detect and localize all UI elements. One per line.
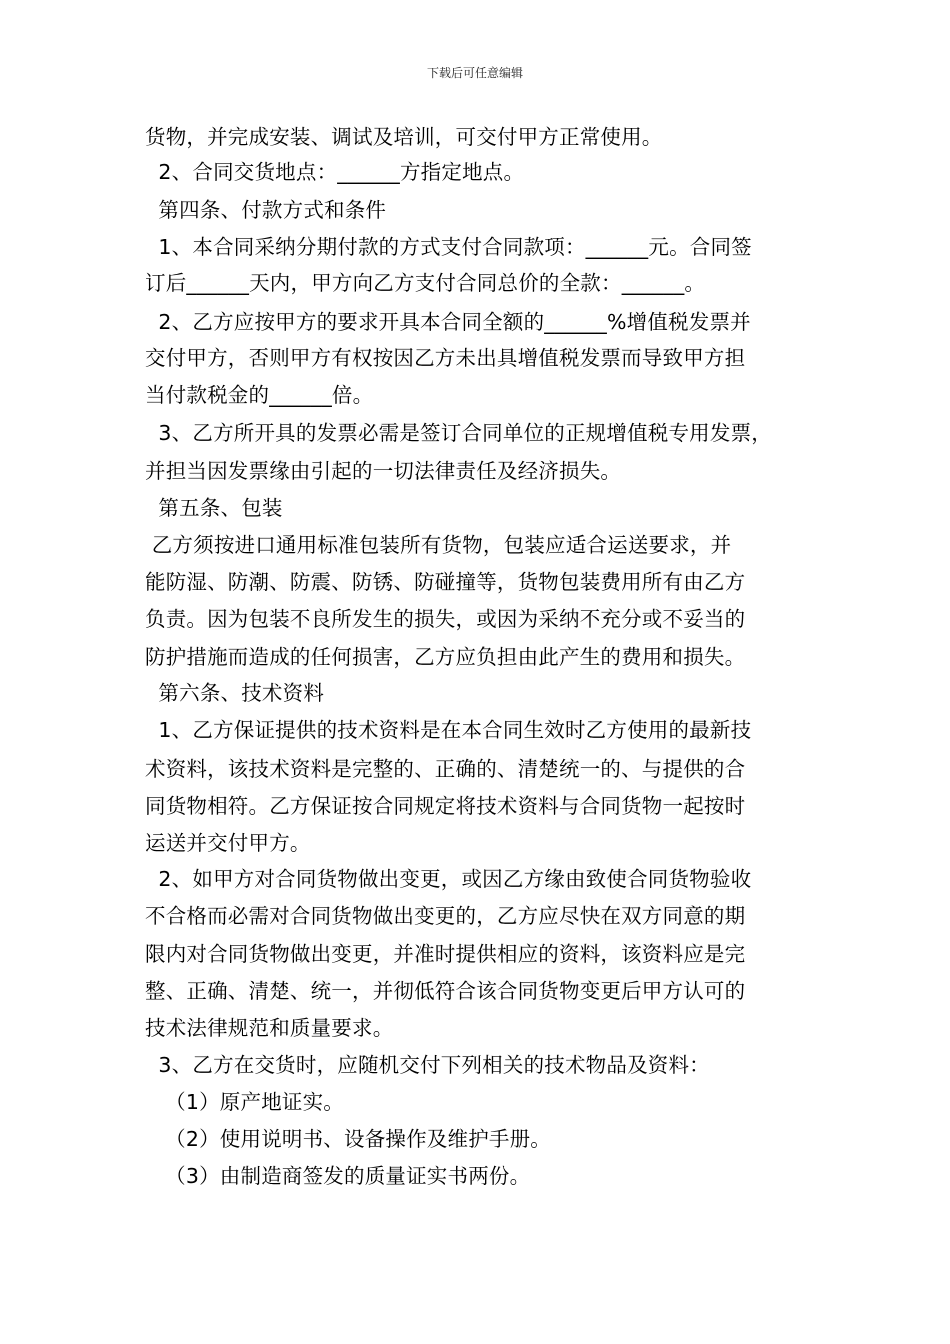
text-line: 第五条、包装: [145, 496, 283, 520]
text-line: 3、乙方在交货时，应随机交付下列相关的技术物品及资料：: [145, 1053, 710, 1077]
text-line: （2）使用说明书、设备操作及维护手册。: [145, 1127, 551, 1151]
text-line: 限内对合同货物做出变更，并准时提供相应的资料，该资料应是完: [145, 942, 746, 966]
text-line: 1、乙方保证提供的技术资料是在本合同生效时乙方使用的最新技: [145, 718, 752, 742]
text-line: 负责。因为包装不良所发生的损失，或因为采纳不充分或不妥当的: [145, 607, 746, 631]
text-line: 1、本合同采纳分期付款的方式支付合同款项：______元。合同签: [145, 235, 752, 259]
text-line: 3、乙方所开具的发票必需是签订合同单位的正规增值税专用发票，: [145, 421, 772, 445]
text-line: 能防湿、防潮、防震、防锈、防碰撞等，货物包装费用所有由乙方: [145, 570, 746, 594]
text-line: 交付甲方，否则甲方有权按因乙方未出具增值税发票而导致甲方担: [145, 346, 746, 370]
text-line: 第六条、技术资料: [145, 681, 325, 705]
text-line: 同货物相符。乙方保证按合同规定将技术资料与合同货物一起按时: [145, 794, 746, 818]
text-line: 货物，并完成安装、调试及培训，可交付甲方正常使用。: [145, 125, 663, 149]
text-line: 不合格而必需对合同货物做出变更的，乙方应尽快在双方同意的期: [145, 904, 746, 928]
text-line: 当付款税金的______倍。: [145, 383, 374, 407]
text-line: （3）由制造商签发的质量证实书两份。: [145, 1164, 531, 1188]
text-line: 技术法律规范和质量要求。: [145, 1016, 394, 1040]
text-line: （1）原产地证实。: [145, 1090, 344, 1114]
text-line: 术资料，该技术资料是完整的、正确的、清楚统一的、与提供的合: [145, 757, 746, 781]
text-line: 运送并交付甲方。: [145, 831, 311, 855]
text-line: 并担当因发票缘由引起的一切法律责任及经济损失。: [145, 459, 622, 483]
text-line: 整、正确、清楚、统一，并彻低符合该合同货物变更后甲方认可的: [145, 979, 746, 1003]
text-line: 防护措施而造成的任何损害，乙方应负担由此产生的费用和损失。: [145, 645, 746, 669]
text-line: 订后______天内，甲方向乙方支付合同总价的全款：______。: [145, 271, 706, 295]
page-header: 下载后可任意编辑: [426, 66, 523, 80]
text-line: 第四条、付款方式和条件: [145, 198, 387, 222]
text-line: 2、乙方应按甲方的要求开具本合同全额的______%增值税发票并: [145, 310, 751, 334]
text-line: 乙方须按进口通用标准包装所有货物，包装应适合运送要求，并: [145, 533, 732, 557]
text-line: 2、合同交货地点：______方指定地点。: [145, 160, 525, 184]
text-line: 2、如甲方对合同货物做出变更，或因乙方缘由致使合同货物验收: [145, 867, 752, 891]
